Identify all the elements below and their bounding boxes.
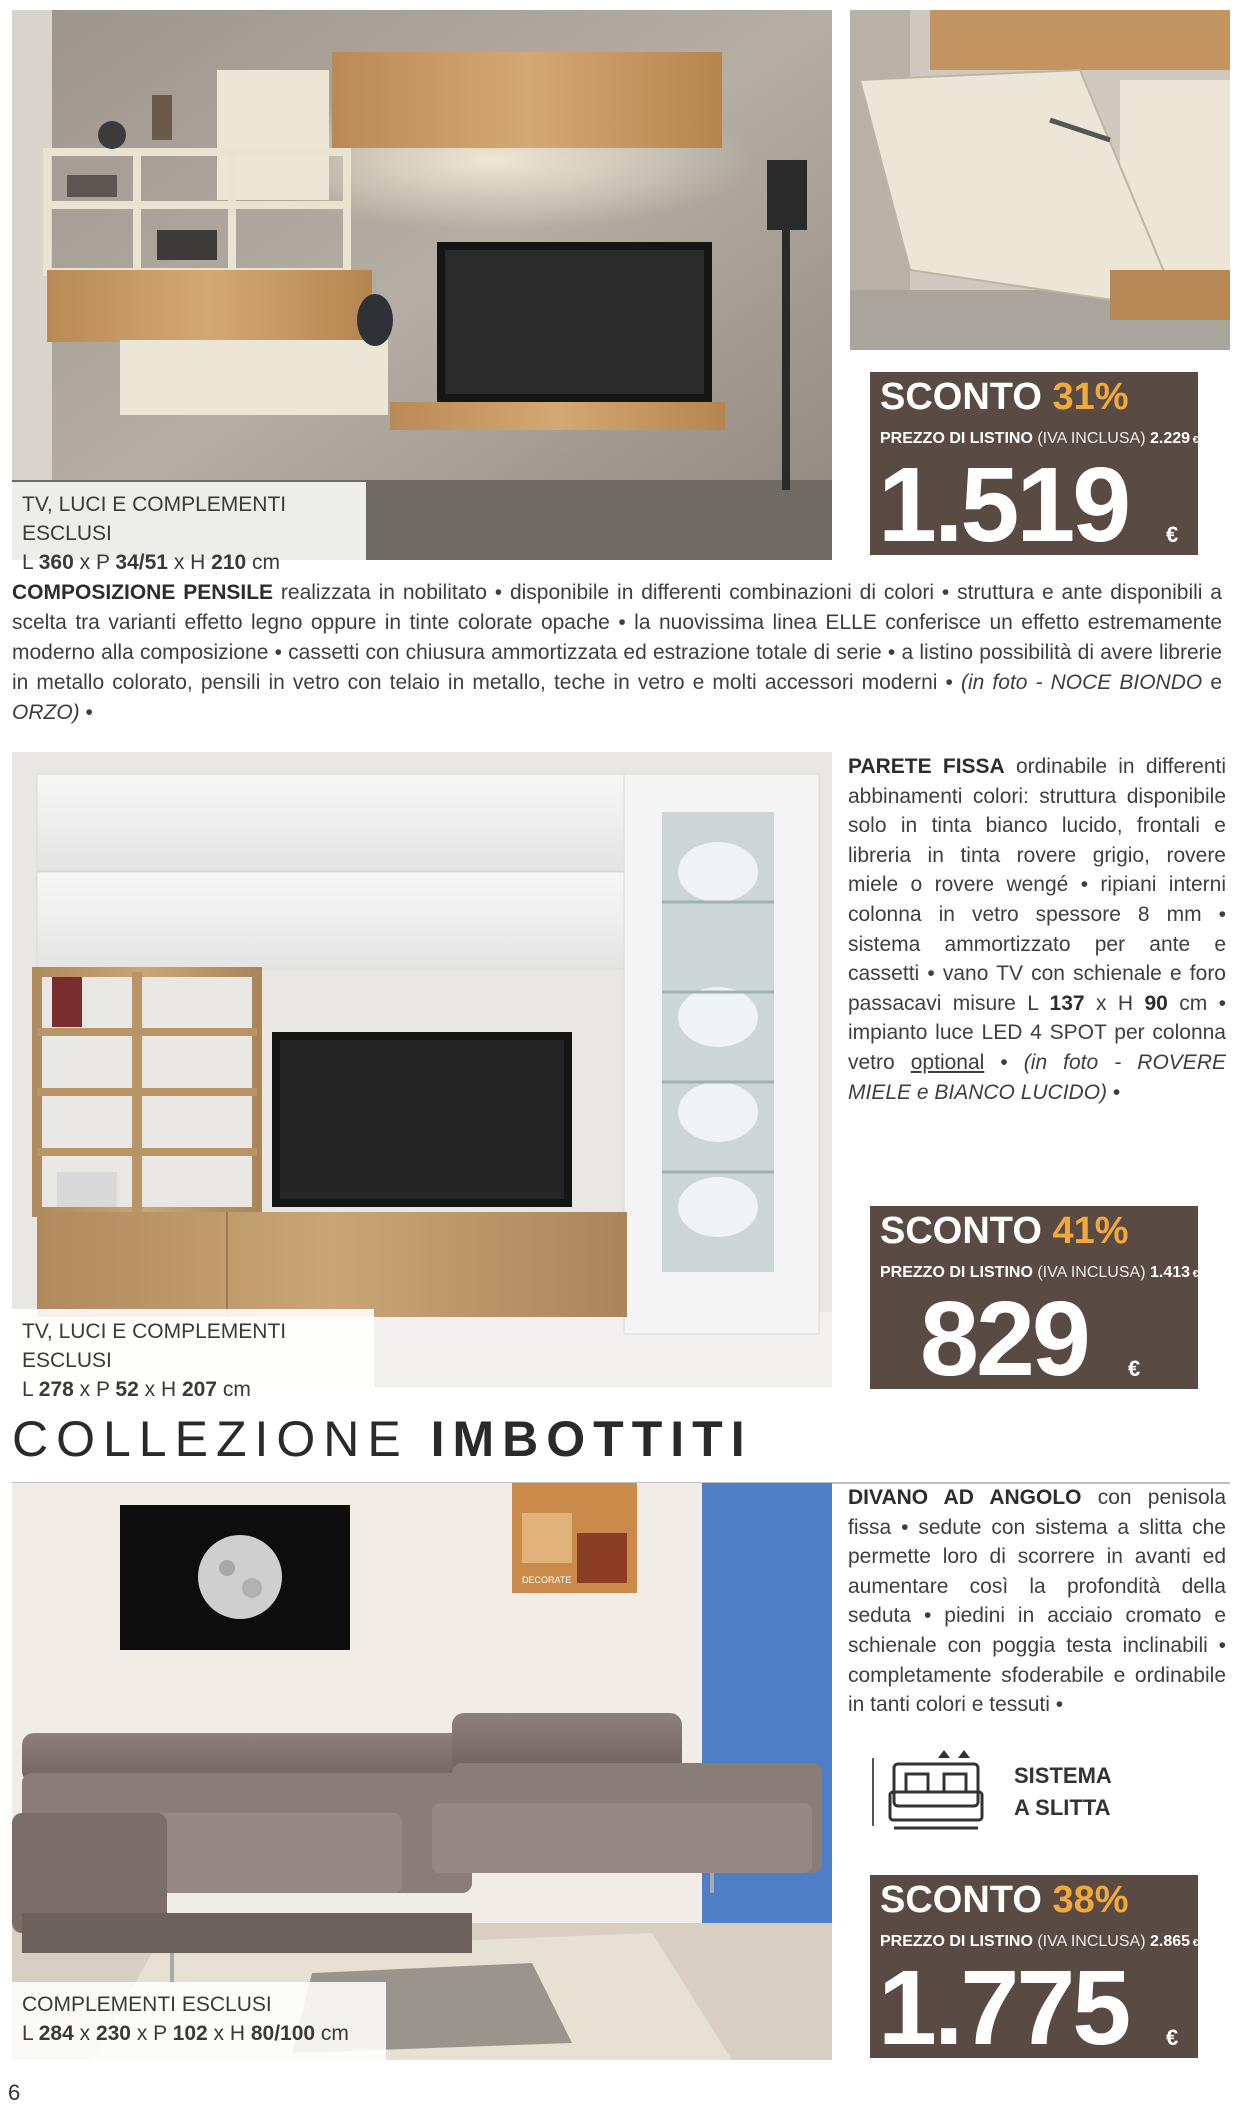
euro-symbol: €	[1166, 2025, 1179, 2050]
product1-dimensions: L 360 x P 34/51 x H 210 cm	[22, 551, 281, 574]
product1-price-box	[870, 372, 1199, 564]
discount-percent: 38%	[1052, 1879, 1129, 1921]
feature-divider	[872, 1758, 874, 1826]
discount-percent: 31%	[1052, 376, 1129, 418]
product1-caption-exclusions: TV, LUCI E COMPLEMENTI ESCLUSI	[22, 493, 287, 545]
page-number: 6	[8, 2080, 21, 2105]
euro-symbol: €	[1166, 522, 1179, 547]
discount-label: SCONTO 38%	[880, 1879, 1129, 1921]
product1-caption	[12, 482, 366, 574]
flap-door-detail-photo	[850, 10, 1230, 350]
sale-price: 1.519	[878, 446, 1129, 564]
corner-sofa-illustration	[12, 1483, 832, 2060]
fixed-wall-unit-photo	[12, 752, 832, 1401]
product2-price-box	[870, 1206, 1199, 1398]
corner-sofa-photo	[12, 1483, 832, 2060]
product3-description: DIVANO AD ANGOLO con penisola fissa • sedute con sistema a slitta che permette loro di scorrere in avanti ed aumentare così la profondità della seduta • piedini in acciaio cromato e schienale con poggia testa inclinabili • completamente sfoderabile e ordinabile in tanti colori e tessuti •	[848, 1486, 1226, 1717]
fixed-wall-unit-illustration	[12, 752, 832, 1387]
product2-dimensions: L 278 x P 52 x H 207 cm	[22, 1378, 251, 1401]
wall-unit-photo	[12, 10, 832, 574]
product2-caption	[12, 1309, 374, 1401]
euro-symbol: €	[1128, 1356, 1141, 1381]
product2-description: PARETE FISSA ordinabile in differenti abbinamenti colori: struttura disponibile solo in tinta bianco lucido, frontali e libreria in tinta rovere grigio, rovere miele o rovere wengé • ripiani interni colonna in vetro spessore 8 mm • sistema ammortizzato per ante e cassetti • vano TV con schienale e foro passacavi misure L 137 x H 90 cm • impianto luce LED 4 SPOT per colonna vetro optional • (in foto - ROVERE MIELE e BIANCO LUCIDO) •	[848, 755, 1227, 1104]
list-price: PREZZO DI LISTINO (IVA INCLUSA) 1.413 €	[880, 1264, 1199, 1281]
sofa-slide-icon	[886, 1748, 990, 1838]
discount-percent: 41%	[1052, 1210, 1129, 1252]
feature-label: SISTEMA A SLITTA	[1014, 1763, 1112, 1820]
product2-title: PARETE FISSA	[848, 755, 1005, 778]
product3-title: DIVANO AD ANGOLO	[848, 1486, 1082, 1509]
sale-price: 829	[920, 1280, 1088, 1398]
sale-price: 1.775	[878, 1949, 1129, 2067]
flap-door-illustration	[850, 10, 1230, 350]
product1-description: COMPOSIZIONE PENSILE realizzata in nobilitato • disponibile in differenti combinazioni di colori • struttura e ante disponibili a scelta tra varianti effetto legno oppure in tinte colorate opache • la nuovissima linea ELLE conferisce un effetto estremamente moderno alla composizione • cassetti con chiusura ammortizzata ed estrazione totale di serie • a listino possibilità di avere librerie in metallo colorato, pensili in vetro con telaio in metallo, teche in vetro e molti accessori moderni • (in foto - NOCE BIONDO e ORZO) •	[12, 581, 1223, 724]
discount-label: SCONTO 41%	[880, 1210, 1129, 1252]
product2-caption-exclusions: TV, LUCI E COMPLEMENTI ESCLUSI	[22, 1320, 287, 1372]
product3-caption	[12, 1982, 386, 2060]
product1-title: COMPOSIZIONE PENSILE	[12, 581, 274, 604]
sofa-slide-feature	[872, 1748, 1212, 1848]
painting-label: DECORATE	[522, 1575, 572, 1585]
wall-unit-illustration	[12, 10, 832, 560]
discount-label: SCONTO 31%	[880, 376, 1129, 418]
section-title: COLLEZIONE IMBOTTITI	[12, 1411, 753, 1467]
product3-dimensions: L 284 x 230 x P 102 x H 80/100 cm	[22, 2022, 349, 2045]
product3-price-box	[870, 1875, 1199, 2067]
list-price: PREZZO DI LISTINO (IVA INCLUSA) 2.229 €	[880, 430, 1199, 447]
list-price: PREZZO DI LISTINO (IVA INCLUSA) 2.865 €	[880, 1933, 1199, 1950]
product3-caption-exclusions: COMPLEMENTI ESCLUSI	[22, 1993, 272, 2016]
